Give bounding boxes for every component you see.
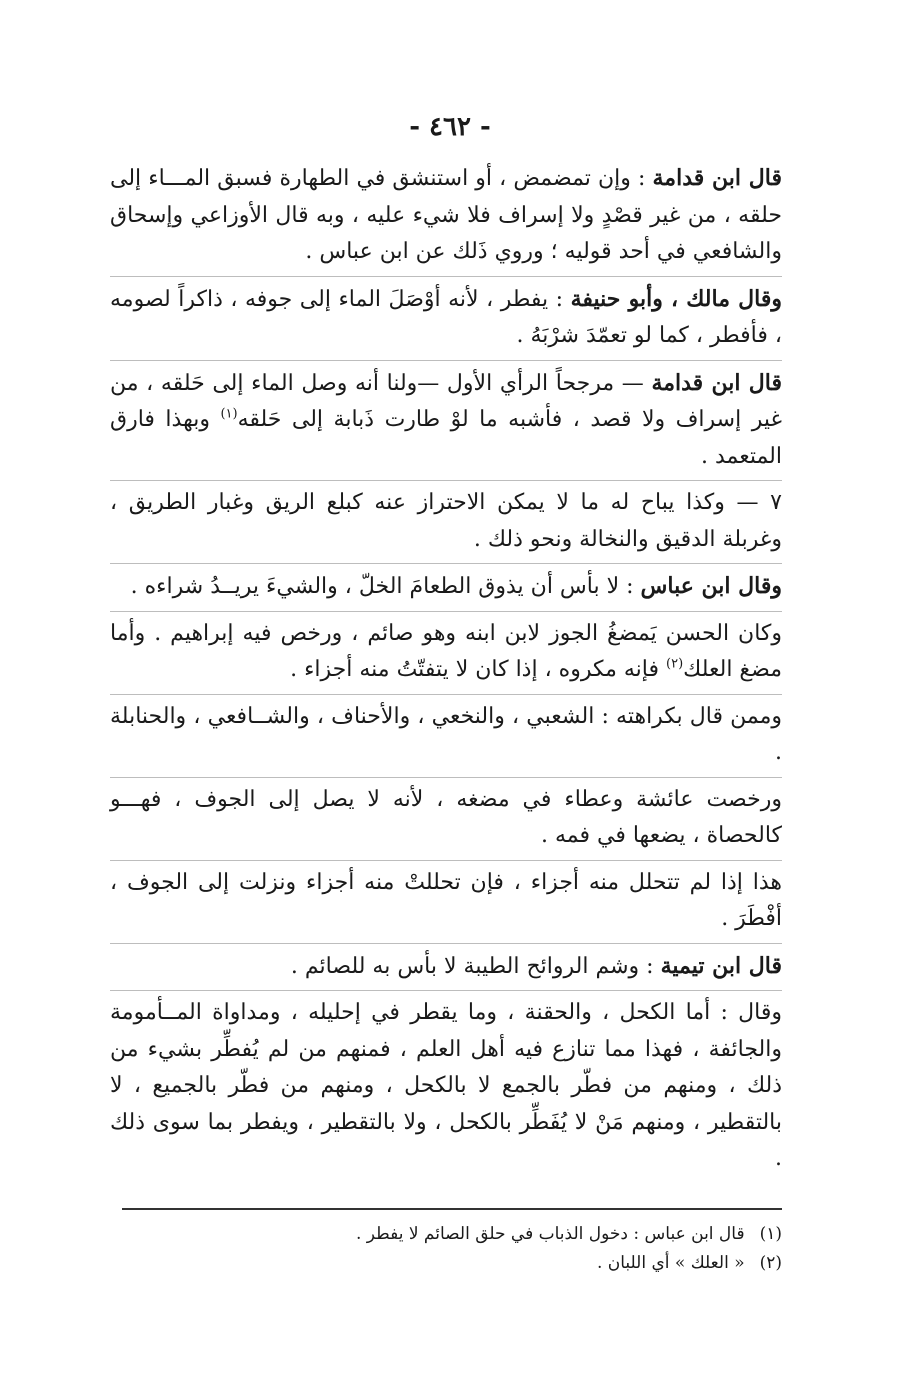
paragraph	[110, 990, 782, 1178]
paragraph	[110, 160, 782, 271]
paragraph-text: : وإن تمضمض ، أو استنشق في الطهارة فسبق المـــاء إلى حلقه ، من غير قصْدٍ ولا إسراف فلا شيء عليه ، وبه قال الأوزاعي وإسحاق والشافعي في أحد قوليه ؛ وروي ذَلك عن ابن عباس .	[110, 166, 782, 264]
footnote	[122, 1249, 782, 1278]
paragraph	[110, 943, 782, 986]
footnote-mark: (١)	[759, 1224, 782, 1244]
paragraph	[110, 611, 782, 689]
paragraph	[110, 480, 782, 558]
speaker: وقال مالك ، وأبو حنيفة	[570, 285, 783, 312]
speaker: قال ابن قدامة	[652, 165, 782, 191]
footnote-mark: (٢)	[759, 1253, 782, 1273]
footnote-ref: (١)	[220, 406, 238, 422]
paragraph-text: وكان الحسن يَمضغُ الجوز لابن ابنه وهو صائم ، ورخص فيه إبراهيم . وأما مضغ العلك	[110, 620, 782, 682]
speaker: قال ابن قدامة	[651, 369, 782, 396]
paragraph-text: هذا إذا لم تتحلل منه أجزاء ، فإن تحللتْ منه أجزاء ونزلت إلى الجوف ، أفْطَرَ .	[110, 869, 782, 931]
paragraph	[110, 694, 782, 772]
paragraph	[110, 276, 782, 355]
speaker: قال ابن تيمية	[660, 952, 782, 979]
footnotes	[122, 1220, 782, 1278]
paragraph	[110, 563, 782, 606]
paragraph-text: ورخصت عائشة وعطاء في مضغه ، لأنه لا يصل إلى الجوف ، فهـــو كالحصاة ، يضعها في فمه .	[110, 786, 782, 848]
paragraph-text: ٧ — وكذا يباح له ما لا يمكن الاحتراز عنه كبلع الريق وغبار الطريق ، وغربلة الدقيق والنخالة ونحو ذلك .	[110, 490, 782, 552]
footnote-divider	[122, 1208, 782, 1210]
footnote	[122, 1220, 782, 1249]
paragraph-text: — مرجحاً الرأي الأول —ولنا أنه وصل الماء إلى حَلقه ، من غير إسراف ولا قصد ، فأشبه ما لوْ طارت ذَبابة إلى حَلقه	[110, 370, 782, 432]
paragraph	[110, 360, 782, 476]
paragraph-text: وبهذا فارق المتعمد .	[110, 407, 782, 469]
footnote-text: قال ابن عباس : دخول الذباب في حلق الصائم لا يفطر .	[355, 1224, 745, 1244]
main-text	[110, 160, 782, 1178]
footnote-text: « العلك » أي اللبان .	[596, 1253, 745, 1273]
paragraph	[110, 860, 782, 938]
speaker: وقال ابن عباس	[640, 573, 782, 599]
paragraph-text: : وشم الروائح الطيبة لا بأس به للصائم .	[290, 953, 661, 979]
paragraph-text: : لا بأس أن يذوق الطعامَ الخلّ ، والشيءَ يريــدُ شراءه .	[130, 574, 641, 599]
paragraph	[110, 777, 782, 855]
paragraph-text: وممن قال بكراهته : الشعبي ، والنخعي ، والأحناف ، والشــافعي ، والحنابلة .	[110, 703, 782, 765]
paragraph-text: فإنه مكروه ، إذا كان لا يتفتّتُ منه أجزاء .	[290, 657, 667, 682]
paragraph-text: : يفطر ، لأنه أوْصَلَ الماء إلى جوفه ، ذاكراً لصومه ، فأفطر ، كما لو تعمّدَ شرْبَهُ .	[110, 286, 782, 348]
footnote-ref: (٢)	[666, 656, 684, 672]
page-number: - ٤٦٢ -	[409, 112, 491, 142]
paragraph-text: وقال : أما الكحل ، والحقنة ، وما يقطر في إحليله ، ومداواة المــأمومة والجائفة ، فهذا مما تنازع فيه أهل العلم ، فمنهم من لم يُفطِّر بشيء من ذلك ، ومنهم من فطّر بالجمع لا بالكحل ، ومنهم من فطّر بالجميع ، لا بالتقطير ، ومنهم مَنْ لا يُفَطِّر بالكحل ، ولا بالتقطير ، ويفطر بما سوى ذلك .	[110, 1000, 782, 1171]
